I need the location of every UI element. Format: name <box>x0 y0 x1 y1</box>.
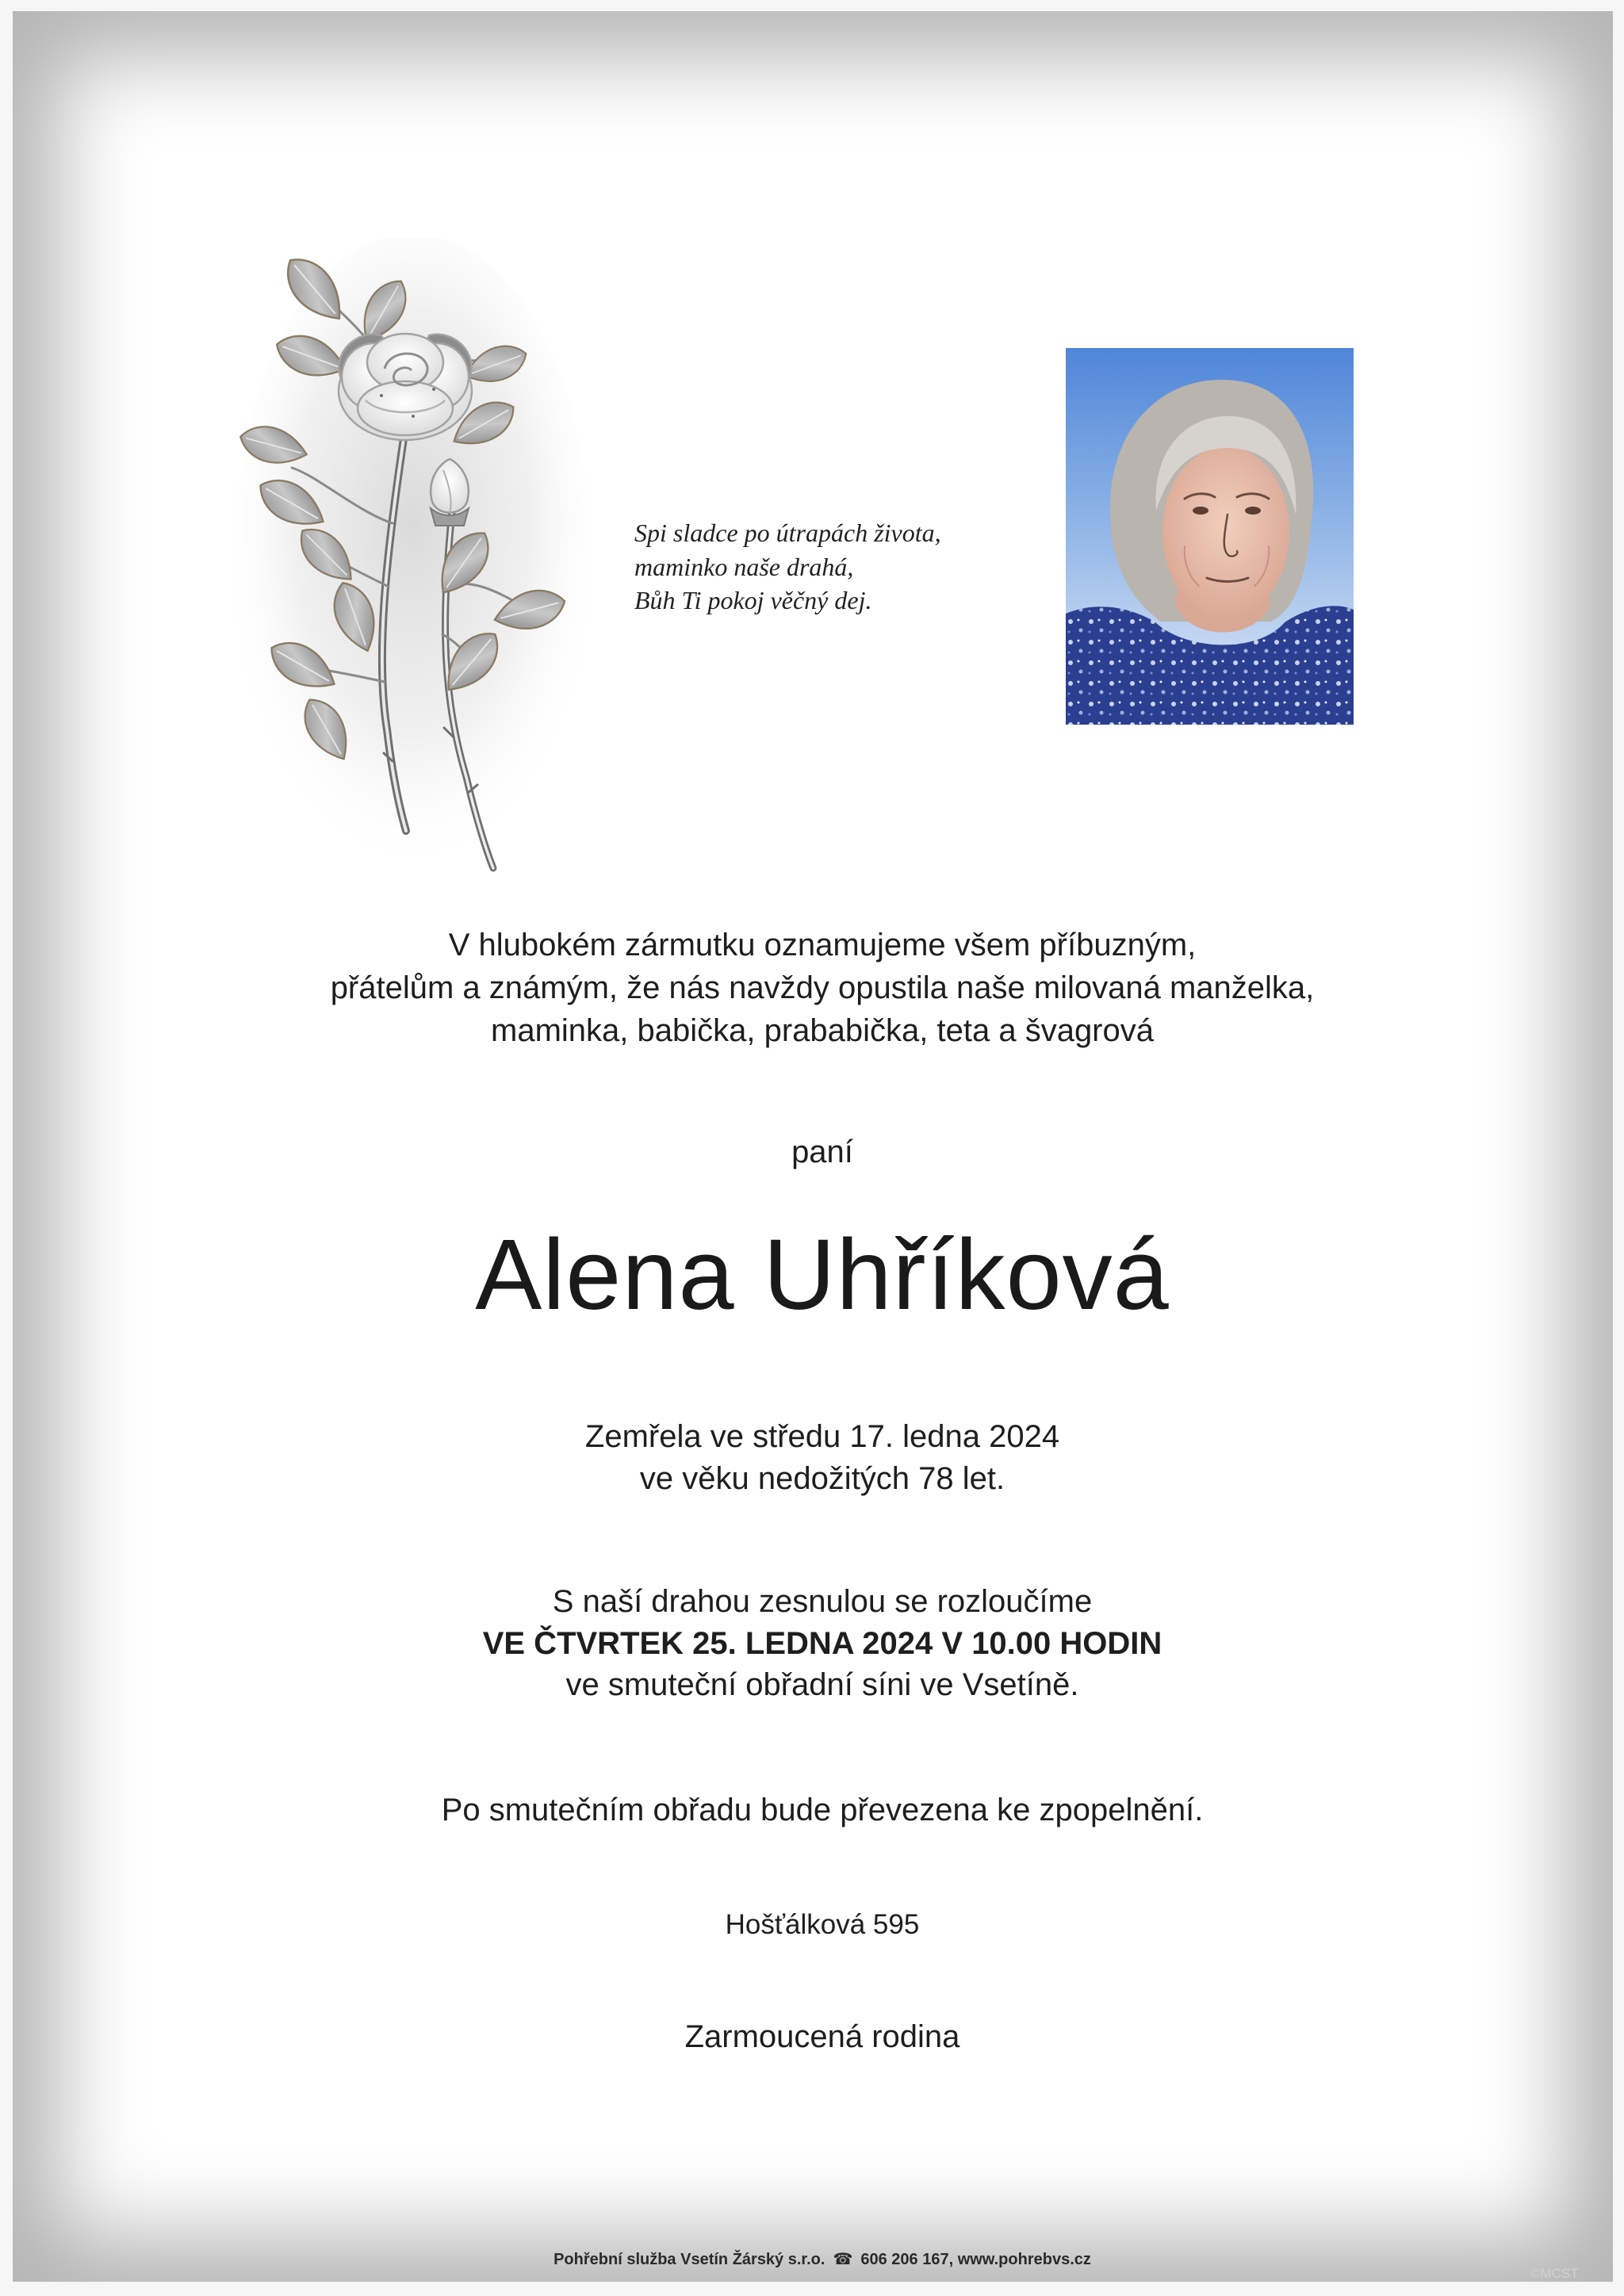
address: Hošťálková 595 <box>725 1909 920 1940</box>
poem-line: Bůh Ti pokoj věčný dej. <box>634 586 872 614</box>
death-info <box>32 1416 1613 1500</box>
signature: Zarmoucená rodina <box>684 2019 960 2054</box>
announcement-line: maminka, babička, prababička, teta a švagrová <box>491 1013 1154 1048</box>
farewell-date: VE ČTVRTEK 25. LEDNA 2024 V 10.00 HODIN <box>482 1625 1162 1661</box>
watermark: ©MCST <box>1530 2266 1579 2281</box>
poem <box>634 516 941 618</box>
farewell-line: S naší drahou zesnulou se rozloučíme <box>552 1584 1093 1619</box>
face <box>1162 446 1289 618</box>
poem-line: Spi sladce po útrapách života, <box>634 519 941 547</box>
poem-line: maminko naše drahá, <box>634 552 854 581</box>
announcement-line: přátelům a známým, že nás navždy opustila naše milovaná manželka, <box>330 970 1315 1005</box>
death-line: ve věku nedožitých 78 let. <box>639 1461 1005 1496</box>
portrait-photo <box>1066 348 1354 725</box>
rose-head <box>339 334 472 440</box>
footer-contact: 606 206 167, www.pohrebvs.cz <box>860 2251 1091 2268</box>
farewell-line: ve smuteční obřadní síni ve Vsetíně. <box>565 1667 1079 1702</box>
death-line: Zemřela ve středu 17. ledna 2024 <box>584 1419 1060 1454</box>
announcement-line: V hlubokém zármutku oznamujeme všem příbuzným, <box>448 928 1197 962</box>
salutation: paní <box>791 1135 853 1169</box>
deceased-name: Alena Uhříková <box>475 1219 1170 1330</box>
cremation-note: Po smutečním obřadu bude převezena ke zpopelnění. <box>441 1793 1204 1827</box>
rose-icon <box>230 238 595 888</box>
footer-company: Pohřební služba Vsetín Žárský s.r.o. <box>553 2251 825 2268</box>
announcement <box>32 924 1613 1052</box>
phone-icon <box>825 2251 860 2268</box>
farewell-info <box>32 1581 1613 1706</box>
footer <box>32 2248 1613 2271</box>
